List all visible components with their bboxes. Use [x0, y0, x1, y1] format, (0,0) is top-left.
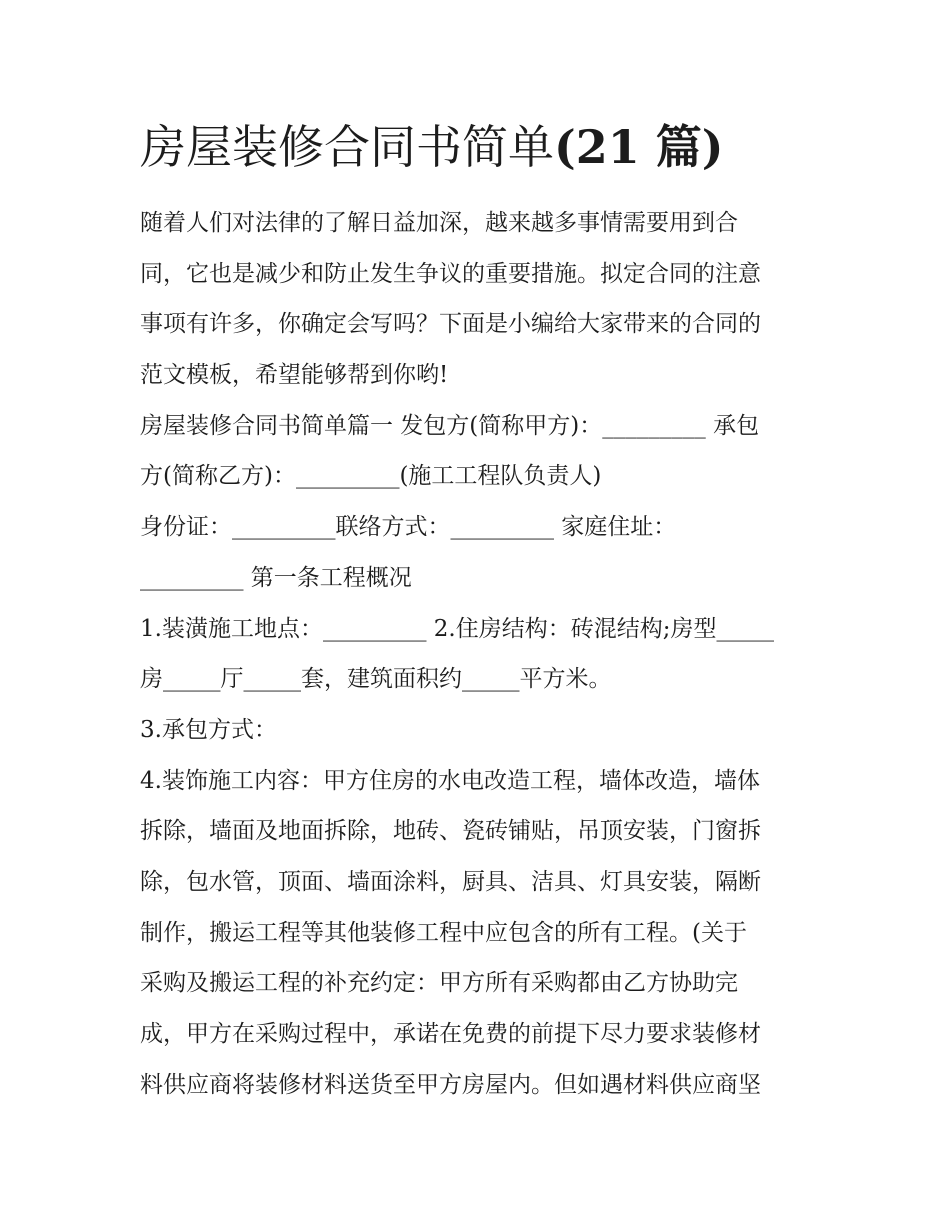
body-line: 房_____厅_____套，建筑面积约_____平方米。: [140, 666, 612, 693]
body-line: 4.装饰施工内容：甲方住房的水电改造工程，墙体改造，墙体: [140, 767, 760, 794]
title-text: 房屋装修合同书简单: [140, 120, 554, 174]
body-line: 制作，搬运工程等其他装修工程中应包含的所有工程。(关于: [140, 919, 747, 946]
document-title: [140, 112, 724, 182]
body-line: 料供应商将装修材料送货至甲方房屋内。但如遇材料供应商坚: [140, 1071, 761, 1098]
body-line: 方(简称乙方)：_________(施工工程队负责人): [140, 463, 602, 490]
body-line: 房屋装修合同书简单篇一 发包方(简称甲方)：_________ 承包: [140, 412, 760, 439]
body-line: 3.承包方式：: [140, 716, 277, 743]
body-line: _________ 第一条工程概况: [140, 564, 412, 591]
body-line: 范文模板，希望能够帮到你哟!: [140, 362, 449, 389]
body-line: 除，包水管，顶面、墙面涂料，厨具、洁具、灯具安装，隔断: [140, 868, 761, 895]
body-line: 事项有许多，你确定会写吗？下面是小编给大家带来的合同的: [140, 311, 761, 338]
body-line: 1.装潢施工地点：_________ 2.住房结构：砖混结构;房型_____: [140, 615, 774, 642]
document-body: [140, 198, 830, 1110]
title-count: (21 篇): [554, 120, 724, 174]
body-line: 同，它也是减少和防止发生争议的重要措施。拟定合同的注意: [140, 260, 761, 287]
body-line: 随着人们对法律的了解日益加深，越来越多事情需要用到合: [140, 210, 738, 236]
body-line: 成，甲方在采购过程中，承诺在免费的前提下尽力要求装修材: [140, 1021, 761, 1047]
body-line: 拆除，墙面及地面拆除，地砖、瓷砖铺贴，吊顶安装，门窗拆: [140, 818, 761, 845]
body-line: 采购及搬运工程的补充约定：甲方所有采购都由乙方协助完: [140, 970, 738, 997]
body-line: 身份证：_________联络方式：_________ 家庭住址：: [140, 514, 677, 541]
